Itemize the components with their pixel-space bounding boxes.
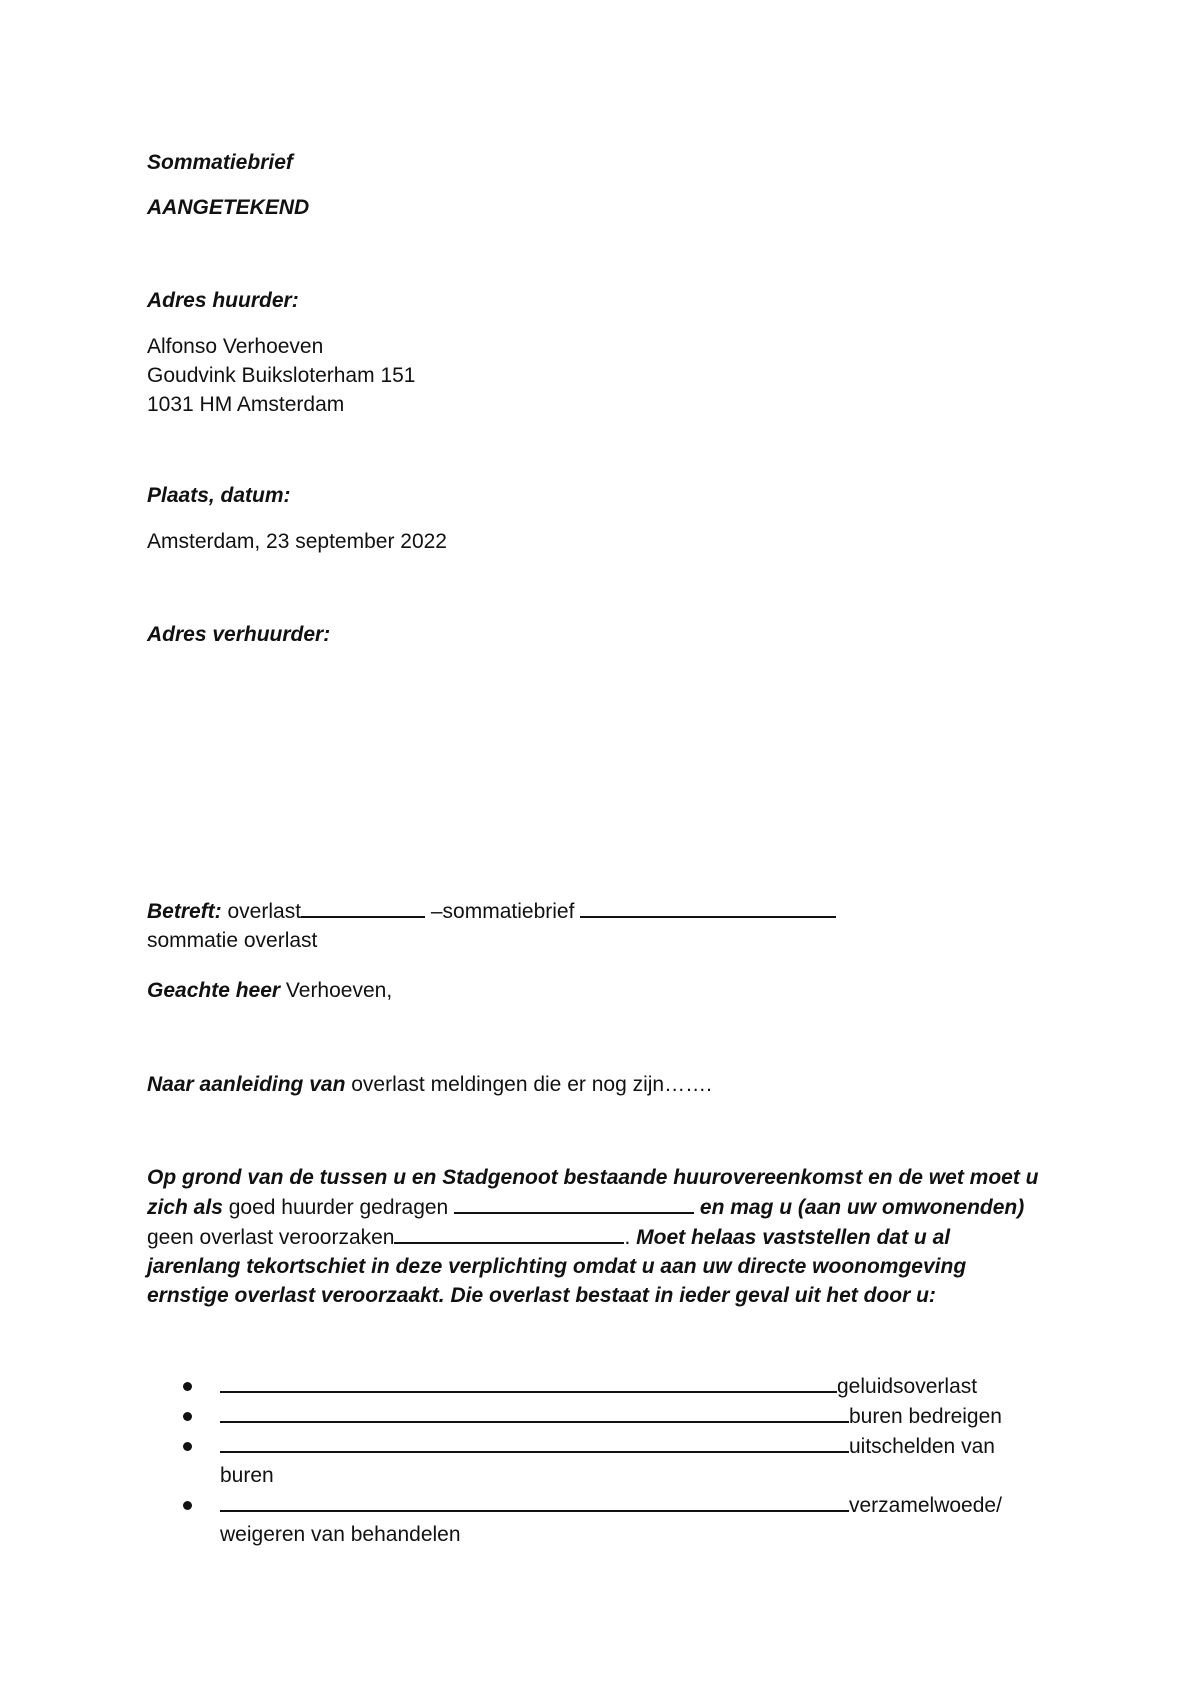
list-item: [147, 1401, 1047, 1431]
paragraph-line-1: Op grond van de tussen u en Stadgenoot bestaande huurovereenkomst en de wet moet u: [147, 1166, 1039, 1189]
paragraph-line-2: [147, 1192, 1038, 1222]
list-item-continuation: weigeren van behandelen: [220, 1523, 461, 1546]
subject-line: [147, 896, 836, 926]
intro-bold: Naar aanleiding van: [147, 1073, 346, 1096]
subject-part1: overlast: [221, 900, 302, 923]
tenant-name: Alfonso Verhoeven: [147, 335, 324, 358]
landlord-address-label: Adres verhuurder:: [147, 623, 331, 646]
place-date-label: Plaats, datum:: [147, 484, 291, 507]
paragraph-line-2c: en mag u (aan uw omwonenden): [694, 1196, 1025, 1219]
subject-blank-2[interactable]: [580, 896, 836, 918]
intro-line: [147, 1070, 712, 1099]
paragraph-line-3a: geen overlast veroorzaken: [147, 1226, 395, 1249]
list-item-continuation: buren: [220, 1464, 274, 1487]
subject-blank-1[interactable]: [301, 896, 425, 918]
intro-text: overlast meldingen die er nog zijn…….: [345, 1073, 712, 1096]
subject-line2: sommatie overlast: [147, 929, 318, 952]
paragraph-line-3b: .: [624, 1226, 637, 1249]
document-title: Sommatiebrief: [147, 151, 293, 174]
list-item-text: uitschelden van: [849, 1435, 995, 1458]
salutation-name: Verhoeven,: [280, 979, 393, 1002]
list-item-text: geluidsoverlast: [837, 1375, 978, 1398]
subject-block: [147, 896, 836, 955]
tenant-address: [147, 332, 415, 419]
list-item-text: verzamelwoede/: [849, 1494, 1002, 1517]
paragraph-blank-2[interactable]: [394, 1222, 624, 1244]
bullet-icon: [183, 1382, 192, 1391]
bullet-icon: [183, 1442, 192, 1451]
bullet-icon: [183, 1501, 192, 1510]
paragraph-line-4: jarenlang tekortschiet in deze verplichting omdat u aan uw directe woonomgeving: [147, 1255, 967, 1278]
list-blank[interactable]: [220, 1431, 849, 1453]
paragraph-line-2b: goed huurder gedragen: [222, 1196, 455, 1219]
main-paragraph: [147, 1163, 1038, 1310]
paragraph-line-2a: zich als: [147, 1196, 223, 1219]
salutation: [147, 976, 392, 1005]
paragraph-line-3c: Moet helaas vaststellen dat u al: [636, 1226, 951, 1249]
tenant-address-label: Adres huurder:: [147, 289, 299, 312]
list-blank[interactable]: [220, 1371, 837, 1393]
paragraph-line-5: ernstige overlast veroorzaakt. Die overlast bestaat in ieder geval uit het door u:: [147, 1284, 936, 1307]
subject-label: Betreft:: [147, 900, 222, 923]
salutation-bold: Geachte heer: [147, 979, 281, 1002]
tenant-city: 1031 HM Amsterdam: [147, 393, 345, 416]
list-item: [147, 1431, 1047, 1490]
list-item: [147, 1371, 1047, 1401]
registered-label: AANGETEKEND: [147, 196, 310, 219]
list-item-text: buren bedreigen: [849, 1405, 1002, 1428]
paragraph-blank-1[interactable]: [454, 1192, 694, 1214]
subject-part2: –sommatiebrief: [425, 900, 581, 923]
bullet-icon: [183, 1412, 192, 1421]
list-item: [147, 1490, 1047, 1549]
list-blank[interactable]: [220, 1490, 849, 1512]
place-date-value: Amsterdam, 23 september 2022: [147, 530, 447, 553]
paragraph-line-3: [147, 1222, 1038, 1252]
tenant-street: Goudvink Buiksloterham 151: [147, 364, 416, 387]
list-blank[interactable]: [220, 1401, 849, 1423]
overlast-list: [147, 1371, 1047, 1549]
